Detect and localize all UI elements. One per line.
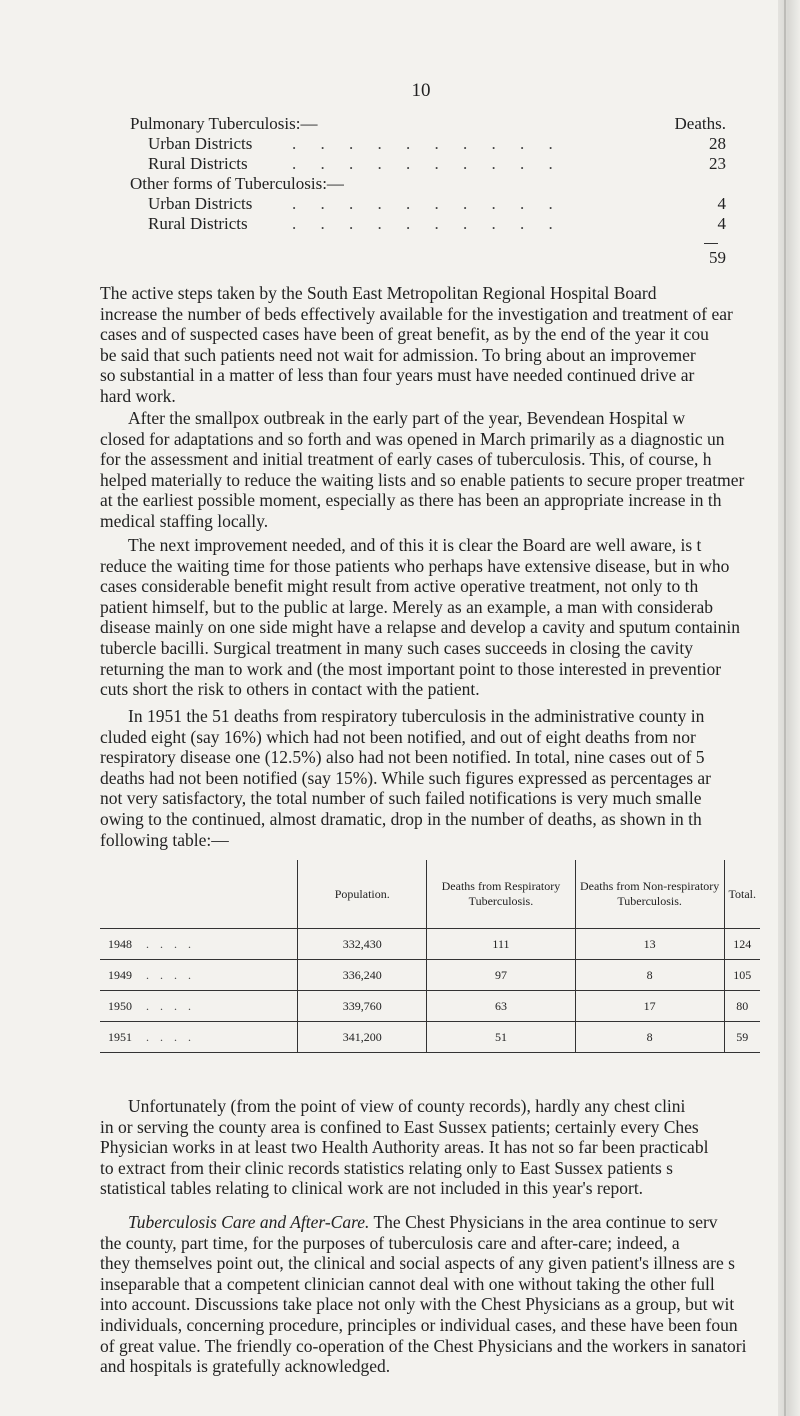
leader-dots: . . . . — [146, 1029, 195, 1044]
total-rule-row — [130, 234, 726, 248]
text-line: closed for adaptations and so forth and was opened in March primarily as a diagnostic un — [100, 428, 725, 449]
text-line: Tuberculosis Care and After-Care. The Chest Physicians in the area continue to serv — [128, 1212, 718, 1232]
total-cell: 105 — [724, 960, 760, 991]
total-header: Total. — [724, 860, 760, 929]
year-cell — [100, 1022, 298, 1053]
text-line: Physician works in at least two Health Authority areas. It has not so far been practicabl — [100, 1137, 709, 1158]
text-line: individuals, concerning procedure, principles or individual cases, and these have been foun — [100, 1314, 738, 1335]
text-line: cluded eight (say 16%) which had not been notified, and out of eight deaths from nor — [100, 726, 696, 747]
paragraph-bevendean — [100, 408, 800, 532]
year-value: 1948 — [108, 936, 132, 951]
respiratory-header: Deaths from Respiratory Tuberculosis. — [427, 860, 576, 929]
total-cell: 124 — [724, 929, 760, 960]
row-value: 23 — [709, 154, 726, 173]
text-line: hard work. — [100, 385, 176, 406]
paragraph-notifications — [100, 706, 800, 850]
text-line: in or serving the county area is confined to East Sussex patients; certainly every Ches — [100, 1116, 699, 1137]
summary-row — [130, 214, 726, 234]
text-line: not very satisfactory, the total number of such failed notifications is very much smalle — [100, 788, 702, 809]
text-line: and hospitals is gratefully acknowledged. — [100, 1356, 391, 1377]
leader-dots: . . . . — [146, 998, 195, 1013]
pulmonary-heading: Pulmonary Tuberculosis:— — [130, 114, 318, 133]
paragraph-beds — [100, 283, 800, 407]
care-heading: Tuberculosis Care and After-Care. — [128, 1212, 370, 1232]
text-line: The active steps taken by the South East Metropolitan Regional Hospital Board — [100, 283, 657, 303]
summary-row — [130, 134, 726, 154]
year-cell — [100, 991, 298, 1022]
text-line: The next improvement needed, and of this it is clear the Board are well aware, is t — [128, 535, 702, 555]
leader-dots: . . . . . . . . . . — [292, 214, 563, 233]
population-header: Population. — [298, 860, 427, 929]
text-line: of great value. The friendly co-operation of the Chest Physicians and the workers in sanatori — [100, 1335, 747, 1356]
table-row — [100, 1022, 760, 1053]
population-cell: 341,200 — [298, 1022, 427, 1053]
text-line: be said that such patients need not wait for admission. To bring about an improvemer — [100, 344, 696, 365]
paragraph-chest-clinics — [100, 1096, 800, 1199]
non-respiratory-cell: 8 — [575, 1022, 724, 1053]
text-line: to extract from their clinic records statistics relating only to East Sussex patients s — [100, 1157, 673, 1178]
row-value: 4 — [717, 194, 726, 213]
text-line: returning the man to work and (the most important point to those interested in preventior — [100, 658, 722, 679]
non-respiratory-cell: 17 — [575, 991, 724, 1022]
other-forms-heading: Other forms of Tuberculosis:— — [130, 174, 344, 193]
leader-dots: . . . . — [146, 967, 195, 982]
row-value: 28 — [709, 134, 726, 153]
text-line: reduce the waiting time for those patients who perhaps have extensive disease, but in who — [100, 555, 730, 576]
total-value: 59 — [709, 248, 726, 267]
tb-deaths-summary — [130, 114, 726, 268]
text-line: In 1951 the 51 deaths from respiratory tuberculosis in the administrative county in — [128, 706, 705, 726]
leader-dots: . . . . . . . . . . — [292, 134, 563, 153]
population-cell: 332,430 — [298, 929, 427, 960]
paragraph-care-after-care — [100, 1212, 800, 1377]
non-respiratory-cell: 8 — [575, 960, 724, 991]
population-cell: 339,760 — [298, 991, 427, 1022]
text-line: respiratory disease one (12.5%) also had not been notified. In total, nine cases out of 5 — [100, 747, 705, 768]
text-line: inseparable that a competent clinician cannot deal with one without taking the other full — [100, 1273, 715, 1294]
respiratory-cell: 97 — [427, 960, 576, 991]
text-line: patient himself, but to the public at large. Merely as an example, a man with considerab — [100, 596, 713, 617]
text-line: helped materially to reduce the waiting lists and so enable patients to secure proper treatmer — [100, 469, 745, 490]
leader-dots: . . . . — [146, 936, 195, 951]
text-line: tubercle bacilli. Surgical treatment in many such cases succeeds in closing the cavity — [100, 637, 694, 658]
table-header-row — [100, 860, 760, 929]
total-row — [130, 248, 726, 268]
text-line: Unfortunately (from the point of view of county records), hardly any chest clini — [128, 1096, 686, 1116]
text-line: owing to the continued, almost dramatic, drop in the number of deaths, as shown in th — [100, 808, 702, 829]
year-cell — [100, 960, 298, 991]
year-value: 1950 — [108, 998, 132, 1013]
deaths-header: Deaths. — [674, 114, 726, 133]
year-cell — [100, 929, 298, 960]
text-line: cases considerable benefit might result from active operative treatment, not only to th — [100, 576, 699, 597]
text-line: so substantial in a matter of less than four years must have needed continued drive ar — [100, 365, 695, 386]
pulmonary-heading-row — [130, 114, 726, 134]
row-label: Urban Districts — [148, 194, 253, 213]
page-number: 10 — [411, 80, 431, 101]
text-line: for the assessment and initial treatment of early cases of tuberculosis. This, of course, h — [100, 449, 712, 470]
text-line: following table:— — [100, 829, 229, 850]
text-line: the county, part time, for the purposes of tuberculosis care and after-care; indeed, a — [100, 1232, 680, 1253]
text-line: medical staffing locally. — [100, 510, 269, 531]
total-rule — [704, 243, 718, 244]
text-line: cuts short the risk to others in contact with the patient. — [100, 679, 480, 700]
text-line: at the earliest possible moment, especially as there has been an appropriate increase in th — [100, 490, 722, 511]
year-header — [100, 860, 298, 929]
total-cell: 80 — [724, 991, 760, 1022]
non-respiratory-header: Deaths from Non-respiratory Tuberculosis. — [575, 860, 724, 929]
table-row — [100, 929, 760, 960]
population-cell: 336,240 — [298, 960, 427, 991]
text-line: into account. Discussions take place not only with the Chest Physicians as a group, but wit — [100, 1294, 735, 1315]
leader-dots: . . . . . . . . . . — [292, 154, 563, 173]
text-line: increase the number of beds effectively available for the investigation and treatment of ear — [100, 303, 733, 324]
total-cell: 59 — [724, 1022, 760, 1053]
summary-row — [130, 194, 726, 214]
row-value: 4 — [717, 214, 726, 233]
leader-dots: . . . . . . . . . . — [292, 194, 563, 213]
year-value: 1949 — [108, 967, 132, 982]
deaths-table — [100, 860, 760, 1053]
year-value: 1951 — [108, 1029, 132, 1044]
non-respiratory-cell: 13 — [575, 929, 724, 960]
row-label: Rural Districts — [148, 154, 248, 173]
summary-row — [130, 154, 726, 174]
text-line: they themselves point out, the clinical and social aspects of any given patient's illness are s — [100, 1253, 735, 1274]
text-line: deaths had not been notified (say 15%). While such figures expressed as percentages ar — [100, 767, 711, 788]
row-label: Urban Districts — [148, 134, 253, 153]
text-line: disease mainly on one side might have a relapse and develop a cavity and sputum containin — [100, 617, 741, 638]
text-line: cases and of suspected cases have been of great benefit, as by the end of the year it cou — [100, 324, 709, 345]
respiratory-cell: 111 — [427, 929, 576, 960]
respiratory-cell: 63 — [427, 991, 576, 1022]
text-line: statistical tables relating to clinical work are not included in this year's report. — [100, 1178, 644, 1199]
respiratory-cell: 51 — [427, 1022, 576, 1053]
other-forms-heading-row — [130, 174, 726, 194]
table-row — [100, 991, 760, 1022]
text-line: After the smallpox outbreak in the early part of the year, Bevendean Hospital w — [128, 408, 686, 428]
paragraph-improvement — [100, 535, 800, 700]
table-row — [100, 960, 760, 991]
row-label: Rural Districts — [148, 214, 248, 233]
